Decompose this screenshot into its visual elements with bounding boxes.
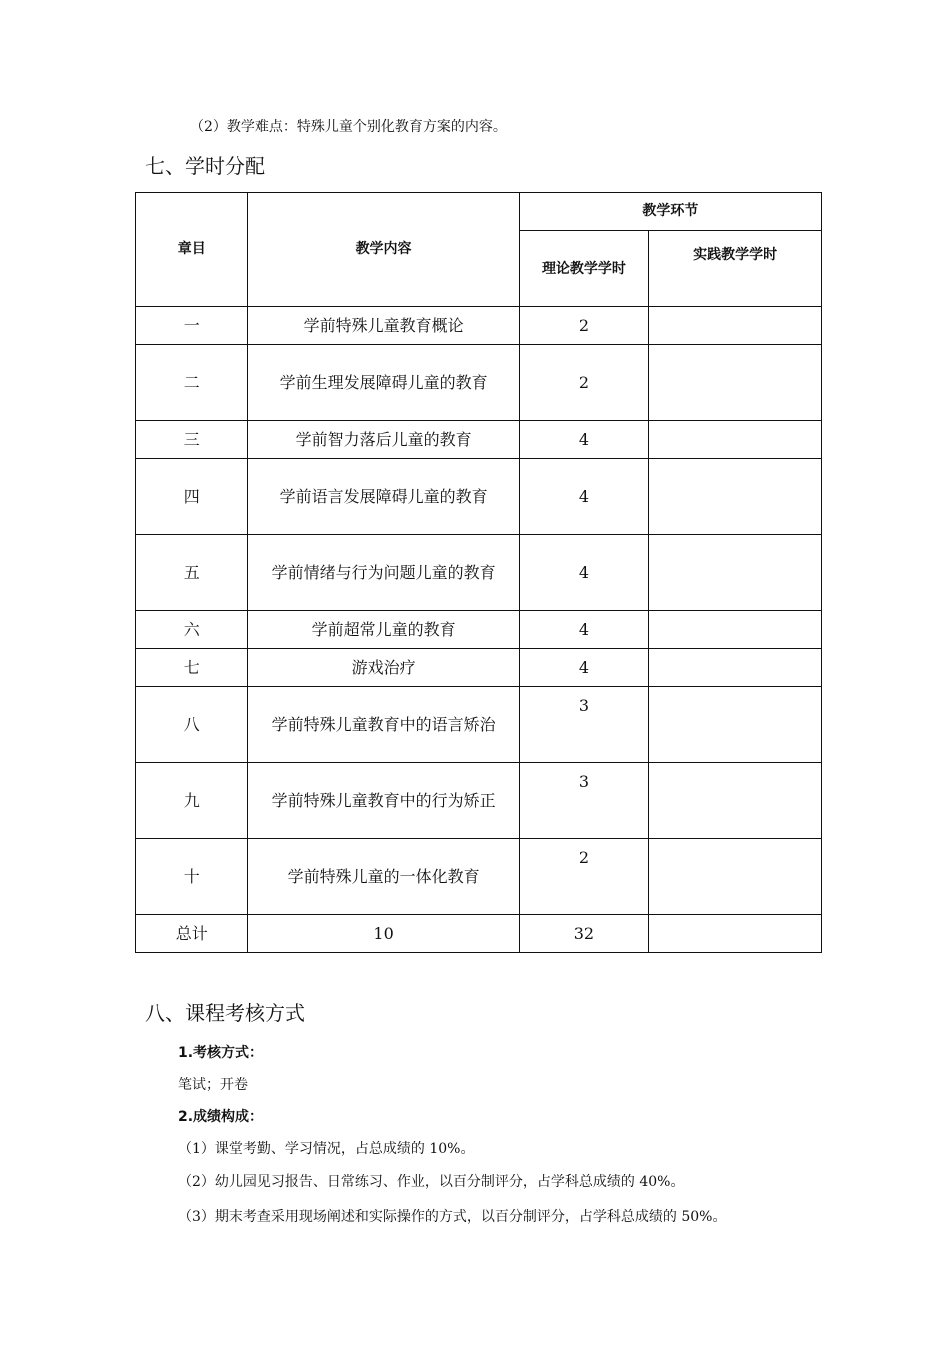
- header-content: 教学内容: [248, 193, 519, 307]
- table-row: [136, 839, 822, 915]
- intro-line: （2）教学难点：特殊儿童个别化教育方案的内容。: [190, 119, 507, 135]
- grade-point-3: （3）期末考查采用现场阐述和实际操作的方式，以百分制评分，占学科总成绩的 50%。: [178, 1209, 727, 1225]
- grade-composition-label: 2.成绩构成：: [178, 1109, 264, 1125]
- schedule-table: [135, 192, 822, 953]
- row-theory: 3: [519, 687, 649, 763]
- header-group: 教学环节: [519, 193, 821, 231]
- row-practice: [649, 763, 822, 839]
- table-row: [136, 421, 822, 459]
- section8-title: 八、课程考核方式: [145, 1001, 305, 1025]
- row-theory: 4: [519, 611, 649, 649]
- row-content: 学前特殊儿童教育中的行为矫正: [248, 763, 519, 839]
- table-row: [136, 649, 822, 687]
- row-content: 学前情绪与行为问题儿童的教育: [248, 535, 519, 611]
- table-row: [136, 535, 822, 611]
- section7-title: 七、学时分配: [145, 154, 265, 178]
- assessment-method-text: 笔试；开卷: [178, 1077, 248, 1093]
- total-content: 10: [248, 915, 519, 953]
- row-practice: [649, 687, 822, 763]
- grade-point-2: （2）幼儿园见习报告、日常练习、作业，以百分制评分，占学科总成绩的 40%。: [178, 1174, 685, 1190]
- row-chapter: 十: [136, 839, 248, 915]
- row-theory: 2: [519, 307, 649, 345]
- header-practice: 实践教学学时: [649, 231, 822, 307]
- row-theory: 4: [519, 535, 649, 611]
- row-chapter: 五: [136, 535, 248, 611]
- row-theory: 4: [519, 649, 649, 687]
- table-row: [136, 307, 822, 345]
- row-content: 学前生理发展障碍儿童的教育: [248, 345, 519, 421]
- row-practice: [649, 611, 822, 649]
- row-chapter: 二: [136, 345, 248, 421]
- table-row: [136, 459, 822, 535]
- row-theory: 4: [519, 459, 649, 535]
- row-practice: [649, 307, 822, 345]
- header-chapter: 章目: [136, 193, 248, 307]
- row-content: 学前语言发展障碍儿童的教育: [248, 459, 519, 535]
- row-theory: 2: [519, 839, 649, 915]
- table-row: [136, 345, 822, 421]
- grade-point-1: （1）课堂考勤、学习情况，占总成绩的 10%。: [178, 1141, 475, 1157]
- total-theory: 32: [519, 915, 649, 953]
- row-theory: 3: [519, 763, 649, 839]
- row-content: 学前超常儿童的教育: [248, 611, 519, 649]
- row-practice: [649, 421, 822, 459]
- row-content: 游戏治疗: [248, 649, 519, 687]
- row-content: 学前特殊儿童教育中的语言矫治: [248, 687, 519, 763]
- row-content: 学前特殊儿童教育概论: [248, 307, 519, 345]
- total-label: 总计: [136, 915, 248, 953]
- row-theory: 2: [519, 345, 649, 421]
- header-theory: 理论教学学时: [519, 231, 649, 307]
- total-practice: [649, 915, 822, 953]
- assessment-method-label: 1.考核方式：: [178, 1045, 264, 1061]
- row-practice: [649, 459, 822, 535]
- table-row: [136, 611, 822, 649]
- row-chapter: 一: [136, 307, 248, 345]
- row-content: 学前特殊儿童的一体化教育: [248, 839, 519, 915]
- row-practice: [649, 345, 822, 421]
- row-chapter: 三: [136, 421, 248, 459]
- row-theory: 4: [519, 421, 649, 459]
- table-body: [136, 307, 822, 953]
- row-chapter: 四: [136, 459, 248, 535]
- table-row: [136, 687, 822, 763]
- row-content: 学前智力落后儿童的教育: [248, 421, 519, 459]
- row-practice: [649, 839, 822, 915]
- row-chapter: 八: [136, 687, 248, 763]
- row-practice: [649, 649, 822, 687]
- table-row-total: [136, 915, 822, 953]
- row-practice: [649, 535, 822, 611]
- table-row: [136, 763, 822, 839]
- row-chapter: 九: [136, 763, 248, 839]
- row-chapter: 七: [136, 649, 248, 687]
- row-chapter: 六: [136, 611, 248, 649]
